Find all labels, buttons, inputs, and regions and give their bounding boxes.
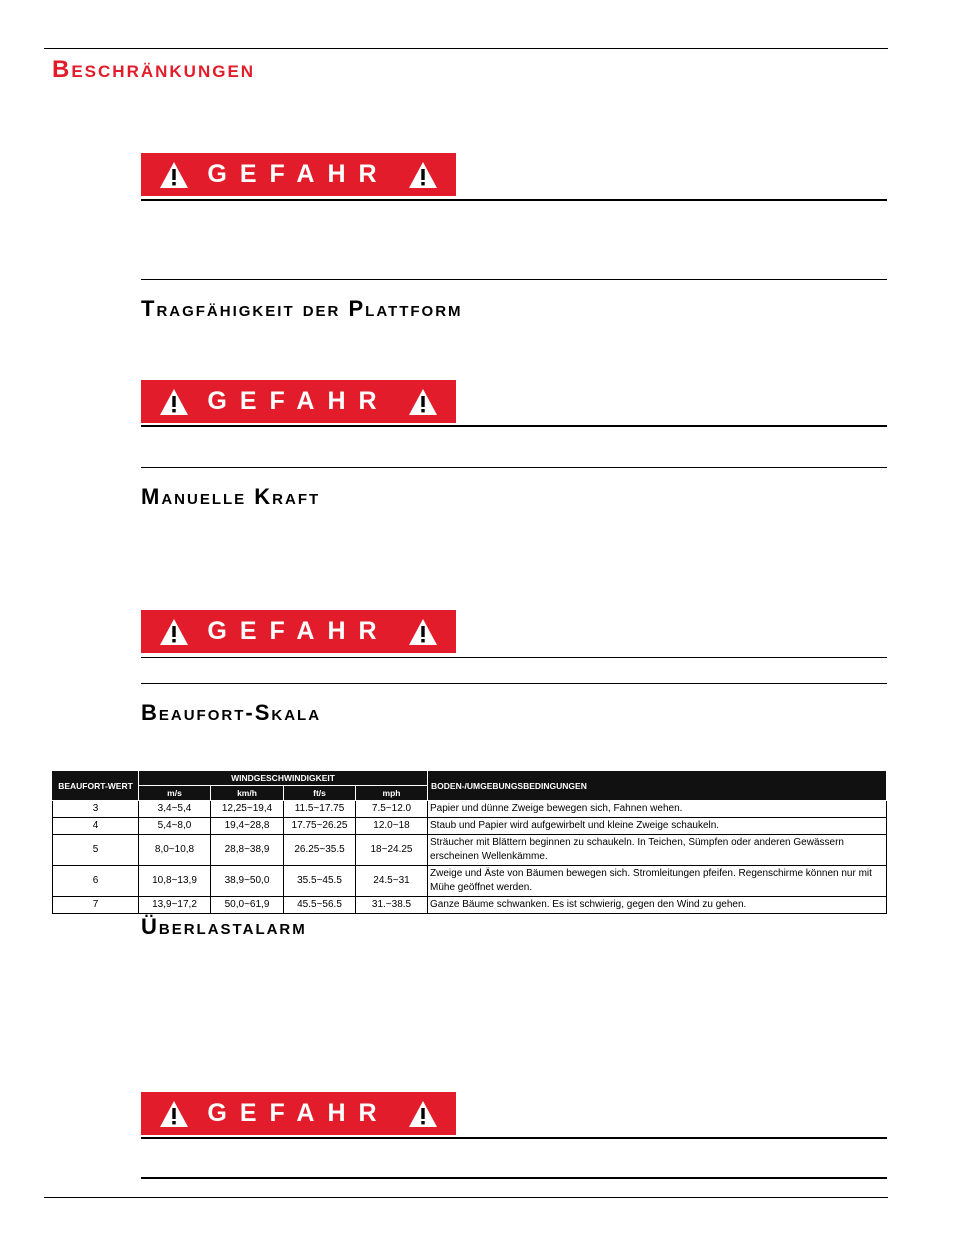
section-heading-tragfaehigkeit: Tragfähigkeit der Plattform	[141, 296, 463, 321]
table-row	[53, 818, 887, 835]
table-row	[53, 866, 887, 897]
cell-mph: 12.0~18	[356, 818, 428, 835]
header-bedingungen: BODEN-/UMGEBUNGSBEDINGUNGEN	[428, 771, 887, 801]
cell-conditions: Papier und dünne Zweige bewegen sich, Fahnen wehen.	[428, 801, 887, 818]
table-row	[53, 801, 887, 818]
warning-triangle-icon	[408, 388, 438, 416]
cell-ms: 10,8~13,9	[139, 866, 211, 897]
danger-label: GEFAHR	[207, 617, 390, 645]
header-unit-fts: ft/s	[284, 786, 356, 801]
danger-banner	[141, 153, 456, 196]
danger-banner	[141, 380, 456, 423]
cell-conditions: Staub und Papier wird aufgewirbelt und kleine Zweige schaukeln.	[428, 818, 887, 835]
cell-mph: 7.5~12.0	[356, 801, 428, 818]
cell-ms: 5,4~8,0	[139, 818, 211, 835]
cell-conditions: Ganze Bäume schwanken. Es ist schwierig, gegen den Wind zu gehen.	[428, 897, 887, 914]
cell-kmh: 28,8~38,9	[211, 835, 284, 866]
table-row	[53, 897, 887, 914]
cell-beaufort: 5	[53, 835, 139, 866]
cell-kmh: 50,0~61,9	[211, 897, 284, 914]
danger-bottom-rule	[141, 1137, 887, 1139]
warning-triangle-icon	[408, 1100, 438, 1128]
danger-banner	[141, 1092, 456, 1135]
cell-conditions: Zweige und Äste von Bäumen bewegen sich. Stromleitungen pfeifen. Regenschirme können nur mit Mühe geöffnet werden.	[428, 866, 887, 897]
cell-mph: 18~24.25	[356, 835, 428, 866]
warning-triangle-icon	[159, 618, 189, 646]
warning-triangle-icon	[408, 618, 438, 646]
beaufort-table	[52, 770, 887, 914]
danger-label: GEFAHR	[207, 1099, 390, 1127]
cell-kmh: 19,4~28,8	[211, 818, 284, 835]
section-rule	[141, 467, 887, 468]
cell-mph: 31.~38.5	[356, 897, 428, 914]
section-heading-beschraenkungen: Beschränkungen	[52, 56, 256, 83]
warning-triangle-icon	[159, 161, 189, 189]
danger-label: GEFAHR	[207, 160, 390, 188]
danger-banner	[141, 610, 456, 653]
section-heading-ueberlast: Überlastalarm	[141, 914, 307, 939]
header-unit-kmh: km/h	[211, 786, 284, 801]
cell-fts: 17.75~26.25	[284, 818, 356, 835]
header-unit-ms: m/s	[139, 786, 211, 801]
danger-label: GEFAHR	[207, 387, 390, 415]
cell-mph: 24.5~31	[356, 866, 428, 897]
cell-fts: 11.5~17.75	[284, 801, 356, 818]
section-heading-manuelle-kraft: Manuelle Kraft	[141, 484, 321, 509]
cell-fts: 26.25~35.5	[284, 835, 356, 866]
danger-bottom-rule	[141, 657, 887, 658]
section-rule	[141, 279, 887, 280]
header-windgeschwindigkeit: WINDGESCHWINDIGKEIT	[139, 771, 428, 786]
cell-fts: 35.5~45.5	[284, 866, 356, 897]
bottom-rule	[44, 1197, 888, 1198]
section-rule	[141, 1177, 887, 1179]
cell-ms: 3,4~5,4	[139, 801, 211, 818]
header-beaufort-wert: BEAUFORT-WERT	[53, 771, 139, 801]
top-rule	[44, 48, 888, 49]
table-row	[53, 835, 887, 866]
cell-fts: 45.5~56.5	[284, 897, 356, 914]
warning-triangle-icon	[159, 388, 189, 416]
section-heading-beaufort: Beaufort-Skala	[141, 700, 322, 725]
cell-beaufort: 6	[53, 866, 139, 897]
cell-beaufort: 3	[53, 801, 139, 818]
warning-triangle-icon	[159, 1100, 189, 1128]
cell-kmh: 38,9~50,0	[211, 866, 284, 897]
header-unit-mph: mph	[356, 786, 428, 801]
cell-ms: 8,0~10,8	[139, 835, 211, 866]
cell-ms: 13,9~17,2	[139, 897, 211, 914]
cell-beaufort: 4	[53, 818, 139, 835]
cell-kmh: 12,25~19,4	[211, 801, 284, 818]
warning-triangle-icon	[408, 161, 438, 189]
danger-bottom-rule	[141, 199, 887, 201]
section-rule	[141, 683, 887, 684]
cell-beaufort: 7	[53, 897, 139, 914]
cell-conditions: Sträucher mit Blättern beginnen zu schaukeln. In Teichen, Sümpfen oder anderen Gewässern erscheinen Wellenkämme.	[428, 835, 887, 866]
danger-bottom-rule	[141, 425, 887, 427]
